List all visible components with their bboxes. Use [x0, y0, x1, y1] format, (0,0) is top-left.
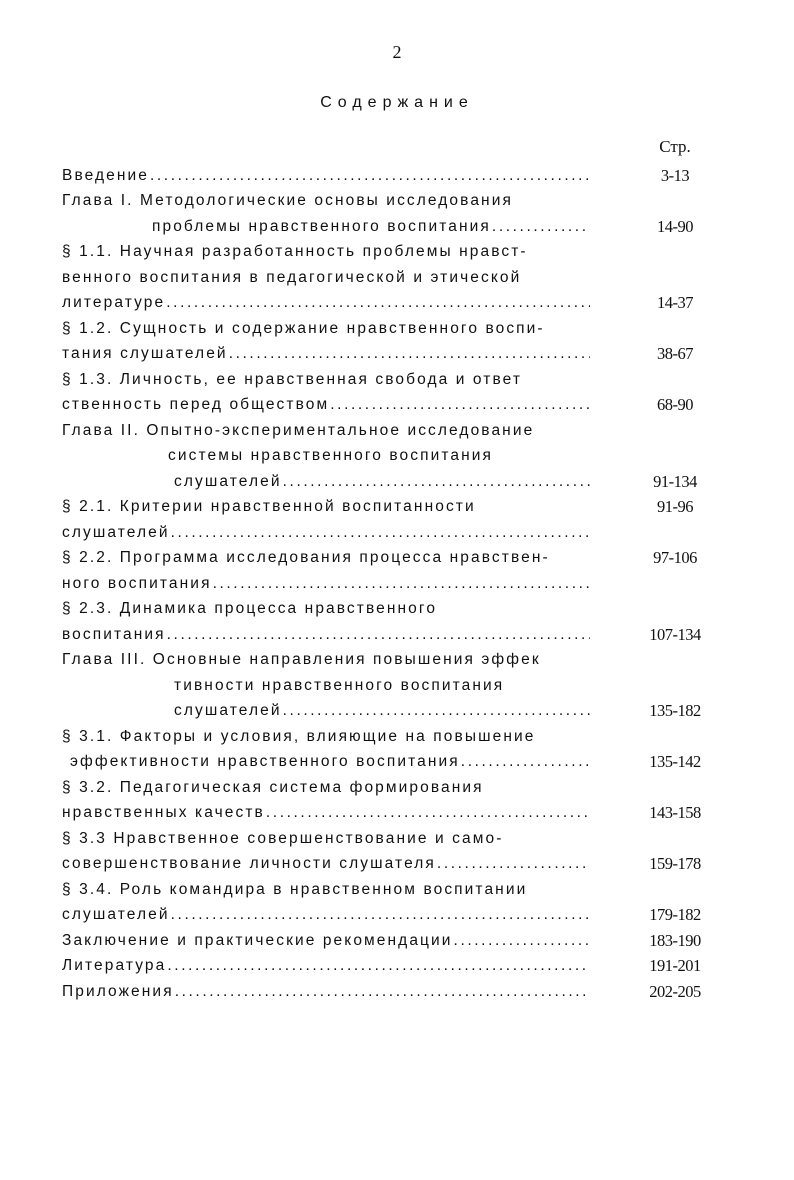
- toc-entry-text: [62, 651, 590, 669]
- toc-entry-text: [62, 779, 590, 797]
- toc-entry-text: [62, 855, 590, 873]
- toc-entry-text: [62, 473, 590, 491]
- toc-line: [62, 520, 722, 546]
- toc-entry-label: воспитания: [62, 625, 166, 643]
- toc-entry-text: [62, 702, 590, 720]
- toc-entry-text: [62, 524, 590, 542]
- toc-entry-label: ного воспитания: [62, 574, 212, 592]
- toc-page-range: 135-142: [649, 752, 701, 772]
- toc-page-range: 135-182: [649, 701, 701, 721]
- toc-entry-text: [62, 677, 590, 695]
- dot-leader: [283, 473, 590, 491]
- toc-entry-label: системы нравственного воспитания: [168, 447, 494, 465]
- toc-entry-label: Глава I. Методологические основы исследования: [62, 192, 513, 210]
- toc-page-range: 107-134: [649, 624, 701, 644]
- toc-entry-text: [62, 218, 590, 236]
- dot-leader: [171, 524, 590, 542]
- toc-line: [62, 954, 722, 980]
- toc-line: [62, 826, 722, 852]
- toc-page-range: 68-90: [657, 395, 693, 415]
- toc-entry-text: [62, 345, 590, 363]
- toc-line: [62, 546, 722, 572]
- toc-entry-text: [62, 371, 590, 389]
- toc-line: [62, 342, 722, 368]
- toc-line: [62, 622, 722, 648]
- toc-entry-label: § 2.2. Программа исследования процесса нравствен-: [62, 549, 550, 567]
- page-column-header: Стр.: [659, 137, 691, 156]
- toc-entry-label: Введение: [62, 166, 149, 184]
- toc-entry-text: [62, 626, 590, 644]
- toc-entry-text: [62, 575, 590, 593]
- toc-page-range: 14-90: [657, 216, 693, 236]
- toc-entry-label: § 3.1. Факторы и условия, влияющие на повышение: [62, 727, 536, 745]
- dot-leader: [461, 753, 590, 771]
- toc-entry-label: тания слушателей: [62, 345, 228, 363]
- toc-entry-label: слушателей: [62, 906, 170, 924]
- toc-entry-text: [62, 447, 590, 465]
- toc-entry-label: Глава II. Опытно-экспериментальное исследование: [62, 421, 535, 439]
- toc-line: [62, 393, 722, 419]
- table-of-contents: [62, 163, 722, 1005]
- toc-entry-text: [62, 549, 590, 567]
- toc-entry-text: [62, 320, 590, 338]
- toc-line: [62, 673, 722, 699]
- toc-line: [62, 801, 722, 827]
- toc-entry-label: § 2.1. Критерии нравственной воспитанности: [62, 498, 476, 516]
- toc-line: [62, 240, 722, 266]
- toc-entry-label: § 1.2. Сущность и содержание нравственного воспи-: [62, 319, 545, 337]
- dot-leader: [437, 855, 590, 873]
- toc-line: [62, 597, 722, 623]
- toc-entry-text: [62, 167, 590, 185]
- toc-entry-label: проблемы нравственного воспитания: [152, 217, 491, 235]
- toc-line: [62, 469, 722, 495]
- toc-entry-text: [62, 396, 590, 414]
- toc-page-range: 14-37: [657, 293, 693, 313]
- toc-line: [62, 163, 722, 189]
- dot-leader: [454, 932, 590, 950]
- toc-page-range: 159-178: [649, 854, 701, 874]
- toc-line: [62, 265, 722, 291]
- toc-line: [62, 418, 722, 444]
- toc-entry-text: [62, 294, 590, 312]
- toc-page-range: 91-134: [653, 471, 697, 491]
- toc-entry-label: слушателей: [174, 702, 282, 720]
- toc-page-range: 97-106: [653, 548, 697, 568]
- dot-leader: [492, 218, 590, 236]
- toc-entry-text: [62, 753, 590, 771]
- toc-entry-label: совершенствование личности слушателя: [62, 855, 436, 873]
- dot-leader: [150, 167, 590, 185]
- toc-entry-label: Приложения: [62, 982, 174, 1000]
- toc-line: [62, 699, 722, 725]
- toc-entry-text: [62, 269, 590, 287]
- toc-line: [62, 316, 722, 342]
- toc-line: [62, 928, 722, 954]
- toc-entry-label: нравственных качеств: [62, 804, 265, 822]
- toc-line: [62, 979, 722, 1005]
- toc-entry-label: тивности нравственного воспитания: [174, 676, 505, 694]
- toc-entry-label: слушателей: [62, 523, 170, 541]
- toc-entry-label: Литература: [62, 957, 167, 975]
- dot-leader: [175, 983, 590, 1001]
- toc-entry-text: [62, 600, 590, 618]
- dot-leader: [330, 396, 590, 414]
- toc-page-range: 202-205: [649, 981, 701, 1001]
- dot-leader: [167, 626, 590, 644]
- toc-entry-text: [62, 192, 590, 210]
- toc-line: [62, 724, 722, 750]
- toc-entry-label: § 3.4. Роль командира в нравственном воспитании: [62, 880, 528, 898]
- toc-page-range: 3-13: [660, 165, 690, 185]
- toc-entry-label: Глава III. Основные направления повышения эффек: [62, 651, 541, 669]
- toc-line: [62, 444, 722, 470]
- toc-entry-text: [62, 957, 590, 975]
- toc-entry-text: [62, 498, 590, 516]
- toc-entry-label: венного воспитания в педагогической и этической: [62, 268, 522, 286]
- toc-entry-label: Заключение и практические рекомендации: [62, 931, 453, 949]
- dot-leader: [171, 906, 590, 924]
- toc-line: [62, 852, 722, 878]
- toc-entry-label: § 2.3. Динамика процесса нравственного: [62, 600, 438, 618]
- page-number: 2: [392, 42, 402, 62]
- dot-leader: [167, 957, 590, 975]
- toc-entry-label: ственность перед обществом: [62, 396, 330, 414]
- toc-entry-label: слушателей: [174, 472, 282, 490]
- toc-entry-text: [62, 728, 590, 746]
- toc-entry-label: эффективности нравственного воспитания: [70, 753, 460, 771]
- toc-page-range: 183-190: [649, 930, 701, 950]
- toc-line: [62, 189, 722, 215]
- toc-line: [62, 648, 722, 674]
- dot-leader: [266, 804, 590, 822]
- toc-entry-text: [62, 804, 590, 822]
- toc-entry-text: [62, 243, 590, 261]
- toc-entry-text: [62, 932, 590, 950]
- toc-line: [62, 367, 722, 393]
- toc-entry-text: [62, 983, 590, 1001]
- dot-leader: [229, 345, 590, 363]
- toc-line: [62, 214, 722, 240]
- toc-line: [62, 571, 722, 597]
- toc-page-range: 191-201: [649, 956, 701, 976]
- toc-entry-label: § 3.3 Нравственное совершенствование и само-: [62, 829, 504, 847]
- page-title: Содержание: [320, 94, 474, 111]
- toc-line: [62, 750, 722, 776]
- toc-page-range: 38-67: [657, 344, 693, 364]
- toc-entry-text: [62, 881, 590, 899]
- toc-entry-label: § 1.3. Личность, ее нравственная свобода и ответ: [62, 370, 523, 388]
- toc-page-range: 91-96: [657, 497, 693, 517]
- dot-leader: [283, 702, 590, 720]
- toc-entry-text: [62, 830, 590, 848]
- toc-line: [62, 877, 722, 903]
- dot-leader: [166, 294, 590, 312]
- toc-entry-label: § 1.1. Научная разработанность проблемы нравст-: [62, 243, 528, 261]
- toc-entry-text: [62, 906, 590, 924]
- toc-page-range: 179-182: [649, 905, 701, 925]
- toc-entry-text: [62, 422, 590, 440]
- toc-entry-label: литературе: [62, 294, 166, 312]
- toc-line: [62, 495, 722, 521]
- dot-leader: [213, 575, 590, 593]
- toc-line: [62, 903, 722, 929]
- toc-line: [62, 775, 722, 801]
- toc-line: [62, 291, 722, 317]
- toc-entry-label: § 3.2. Педагогическая система формирования: [62, 778, 484, 796]
- toc-page-range: 143-158: [649, 803, 701, 823]
